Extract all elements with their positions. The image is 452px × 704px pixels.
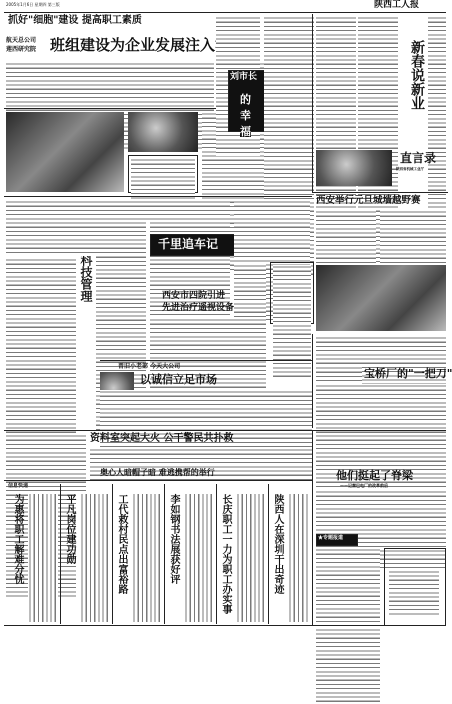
left-feature-rule: [4, 196, 312, 197]
right-lower-banner: ★专题报道: [318, 535, 344, 541]
column-story-badge4: 福: [240, 125, 251, 138]
xian-story-subtitle: 先进治疗遥视设备: [162, 303, 235, 313]
lead-story-body: [6, 62, 214, 106]
subscription-ad-text: [389, 553, 439, 585]
column-story-badge1: 刘市长: [230, 72, 258, 82]
column-story-body-b: [264, 16, 314, 146]
photo-caption-box: [128, 155, 198, 193]
right-tag: 直言录: [400, 151, 437, 165]
left-feature-label: 一点一滴: [6, 249, 27, 255]
lower-banner-body-a: [6, 434, 86, 464]
bottom-strip-divider-1: [60, 484, 61, 624]
right-tag-sub: 陕西省机械工业厅: [396, 167, 424, 171]
bottom-col1-label: 信息快递: [8, 483, 29, 489]
worker-banner-rule: [4, 480, 312, 481]
bottom-col2-head: 平凡岗位建功勋: [64, 494, 75, 564]
worker-banner-headline: 奥心人暗帽子暗 难逃携帮的举行: [100, 467, 215, 477]
middle-quote-box: [270, 262, 314, 324]
right-banner-body-a: [316, 210, 376, 262]
left-feature-body: [6, 258, 76, 428]
right-lower-headline: 他们挺起了脊梁: [336, 469, 413, 482]
right-column-rule: [312, 192, 448, 193]
right-lower-body-a: [316, 434, 446, 466]
page-bottom-rule: [4, 625, 446, 626]
factory-intro: [316, 336, 446, 366]
race-photo: [316, 265, 446, 331]
bottom-col3-head: 工代救村民点出富裕路: [116, 494, 127, 594]
lead-story-kicker2: 莲西研究院: [6, 46, 37, 53]
right-lower-body-b: [316, 490, 446, 530]
lead-story-title: 抓好"细胞"建设 提高职工素质: [8, 15, 142, 26]
right-banner-body-b: [380, 210, 446, 262]
factory-headline: 宝桥厂的"一把刀": [364, 367, 452, 380]
subscription-ad-sub: 欢迎订阅: [397, 602, 418, 608]
bottom-col4-body: [184, 494, 214, 622]
right-lower-subtitle: ——记秦巴电厂的改革前后: [340, 483, 388, 488]
training-photo: [128, 112, 198, 152]
lower-banner-rule: [4, 430, 446, 431]
right-banner-headline: 西安举行元旦城墙越野赛: [316, 195, 421, 206]
bottom-col6-head: 陕西人在深圳干出奇迹: [272, 494, 283, 594]
middle-quote-text: [273, 265, 311, 321]
workshop-photo: [6, 112, 124, 192]
middle-feature-body-b: [234, 200, 310, 260]
award-kicker: 晋旧小老部 今天大公司: [118, 363, 181, 370]
bottom-strip-divider-5: [268, 484, 269, 624]
date-line: 2005年1月6日 星期四 第三版: [6, 2, 60, 7]
right-column-body-c: [428, 16, 446, 146]
middle-feature-intro: [150, 200, 230, 234]
middle-feature-headline: 千里追车记: [158, 237, 219, 251]
bottom-col1-head: 为惠将职工解难分忧: [12, 494, 23, 584]
bottom-col3-body: [132, 494, 162, 622]
right-photo: [316, 150, 392, 186]
column-story-continued: [6, 200, 146, 228]
subscription-ad-title: 陕西工人报: [389, 588, 429, 598]
right-column-body-b: [358, 16, 398, 146]
bottom-col2-body: [80, 494, 110, 622]
lead-story-kicker: 航天总公司: [6, 37, 37, 44]
left-feature-logo-text: 工人园地: [9, 232, 41, 242]
left-feature-vertical-head: 北方科技管理: [79, 230, 93, 302]
bottom-col1-body: [28, 494, 58, 622]
column-vertical-rule: [312, 14, 313, 192]
column-story-badge2: 的: [240, 93, 251, 106]
xian-story-body: [150, 318, 266, 358]
right-lower-body-c: [316, 548, 380, 626]
bottom-strip-divider-2: [112, 484, 113, 624]
column-story-badge3: 幸: [240, 109, 251, 122]
factory-rule: [312, 334, 313, 428]
bottom-strip-divider-3: [164, 484, 165, 624]
photo-caption: [131, 158, 195, 190]
award-body: [100, 390, 312, 428]
award-rule: [100, 360, 312, 361]
bottom-col6-body: [288, 494, 310, 622]
bottom-col4-head: 李如钢书法展获好评: [168, 494, 179, 584]
bottom-strip-divider-4: [216, 484, 217, 624]
lead-story-headline: 班组建设为企业发展注入活力: [50, 36, 246, 54]
subscription-ad: [384, 548, 446, 626]
paper-name: 陕西工人报: [374, 0, 420, 10]
bottom-col5-body: [236, 494, 266, 622]
right-column-body-a: [316, 16, 356, 146]
lower-banner-headline: 资料室突起大火 公干警民共扑救: [90, 433, 234, 444]
right-lower-vrule: [312, 430, 313, 626]
lower-banner-body-b: [90, 448, 312, 464]
award-headline: 以诚信立足市场: [140, 373, 217, 386]
xian-story-title: 西安市四院引进: [162, 291, 226, 301]
right-vertical-title: 新春说新业: [409, 40, 425, 110]
bottom-col5-head: 长庆职工一力为职工办实事: [220, 494, 231, 614]
masthead-rule: [4, 12, 446, 13]
factory-body-b: [316, 384, 446, 424]
